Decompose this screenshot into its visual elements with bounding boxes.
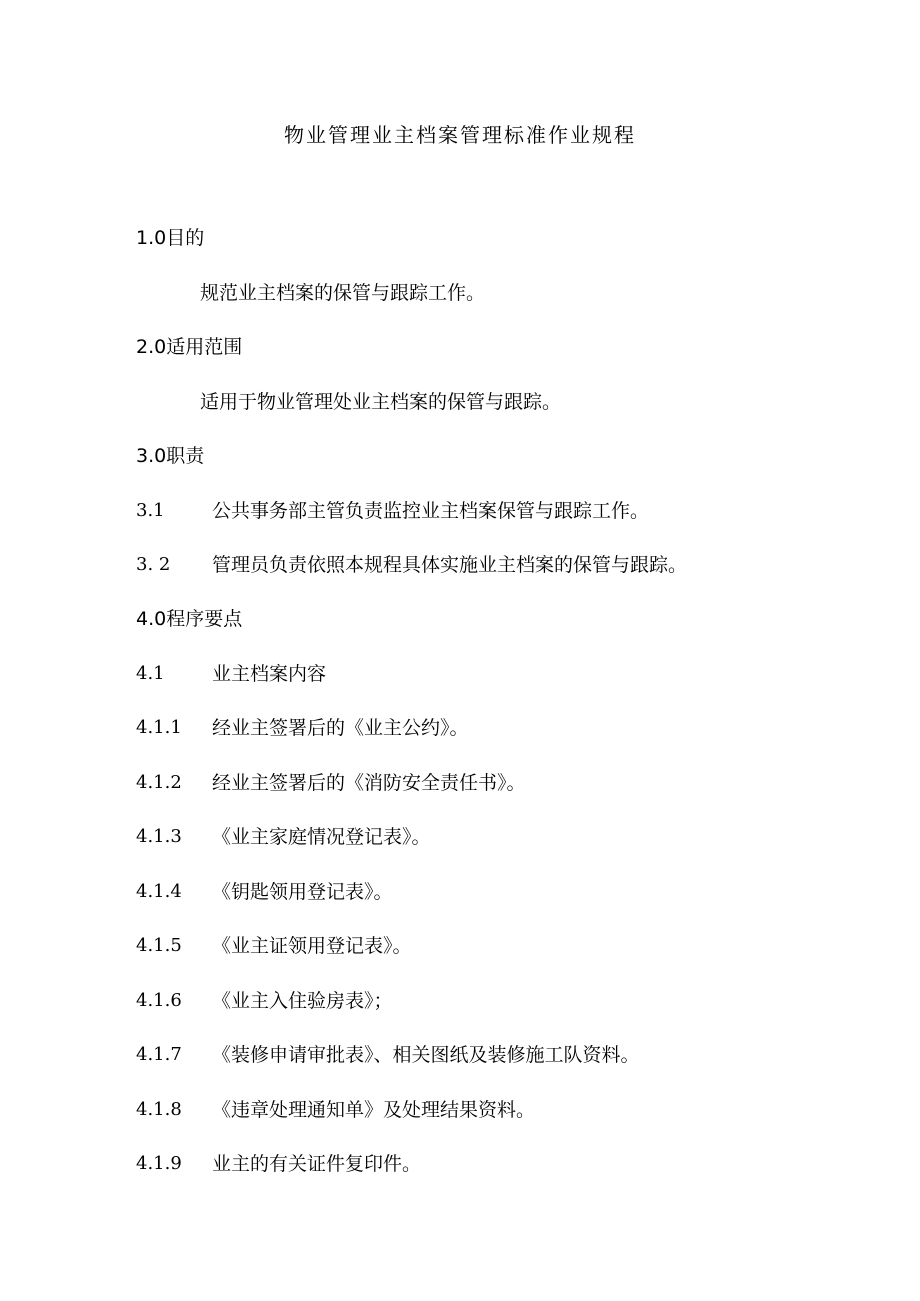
item-number: 4.1.5 [136, 935, 182, 956]
item-number: 4.1.6 [136, 990, 182, 1011]
item-text: 《业主家庭情况登记表》。 [212, 826, 431, 848]
section-heading-procedure: 4.0程序要点 [136, 608, 243, 630]
item-text: 管理员负责依照本规程具体实施业主档案的保管与跟踪。 [212, 554, 688, 576]
item-text: 公共事务部主管负责监控业主档案保管与跟踪工作。 [212, 500, 650, 522]
item-text: 《业主入住验房表》； [212, 990, 393, 1012]
item-number: 4.1.1 [136, 717, 182, 738]
item-number: 4.1.3 [136, 826, 182, 847]
section-body-scope: 适用于物业管理处业主档案的保管与跟踪。 [200, 391, 562, 413]
item-number: 4.1.9 [136, 1153, 182, 1174]
item-text: 经业主签署后的《业主公约》。 [212, 717, 469, 739]
item-text: 经业主签署后的《消防安全责任书》。 [212, 772, 526, 794]
item-number: 3.1 [136, 500, 165, 521]
item-text: 业主档案内容 [212, 663, 327, 685]
item-text: 《钥匙领用登记表》。 [212, 881, 393, 903]
item-text: 《违章处理通知单》及处理结果资料。 [212, 1099, 536, 1121]
item-number: 4.1 [136, 663, 165, 684]
section-heading-scope: 2.0适用范围 [136, 336, 243, 358]
section-heading-responsibilities: 3.0职责 [136, 445, 205, 467]
section-body-purpose: 规范业主档案的保管与跟踪工作。 [200, 282, 486, 304]
item-text: 《业主证领用登记表》。 [212, 935, 412, 957]
item-number: 4.1.7 [136, 1044, 182, 1065]
item-text: 《装修申请审批表》、相关图纸及装修施工队资料。 [212, 1044, 640, 1066]
item-number: 4.1.4 [136, 881, 182, 902]
item-number: 4.1.2 [136, 772, 182, 793]
item-number: 4.1.8 [136, 1099, 182, 1120]
item-number: 3. 2 [136, 554, 171, 575]
section-heading-purpose: 1.0目的 [136, 227, 205, 249]
item-text: 业主的有关证件复印件。 [212, 1153, 422, 1175]
document-title: 物业管理业主档案管理标准作业规程 [284, 123, 636, 147]
